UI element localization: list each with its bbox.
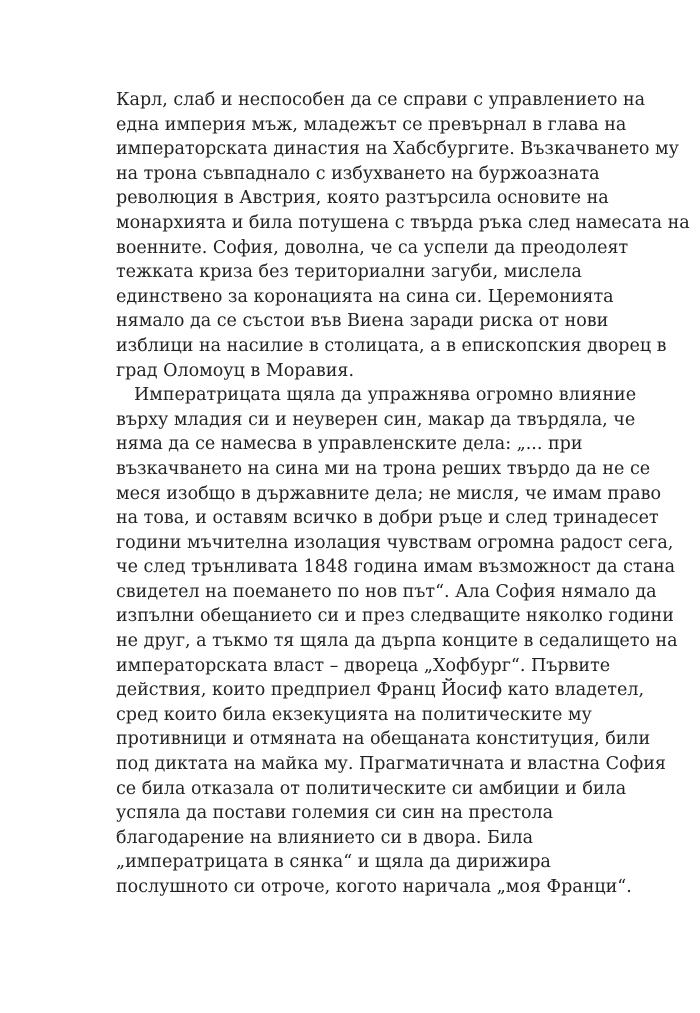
text-line: че след трънливата 1848 година имам възможност да стана	[116, 557, 676, 578]
text-line: военните. София, доволна, че са успели да преодолеят	[116, 237, 629, 258]
text-line: успяла да постави големия си син на престола	[116, 803, 554, 824]
text-line: на това, и оставям всичко в добри ръце и след тринадесет	[116, 508, 659, 529]
text-line: се била отказала от политическите си амбиции и била	[116, 778, 627, 799]
text-line: свидетел на поемането по нов път“. Ала София нямало да	[116, 581, 657, 602]
paragraph-2	[116, 383, 678, 899]
text-line: възкачването на сина ми на трона реших твърдо да не се	[116, 458, 651, 479]
text-line: не друг, а тъкмо тя щяла да дърпа конците в седалището на	[116, 631, 678, 652]
text-line: действия, които предприел Франц Йосиф като владетел,	[116, 680, 645, 701]
text-line: противници и отмяната на обещаната конституция, били	[116, 729, 651, 750]
text-line: революция в Австрия, която разтърсила основите на	[116, 188, 609, 209]
text-line: години мъчителна изолация чувствам огромна радост сега,	[116, 532, 674, 553]
text-line: монархията и била потушена с твърда ръка след намесата на	[116, 212, 690, 233]
text-line: една империя мъж, младежът се превърнал в глава на	[116, 114, 627, 135]
text-line: нямало да се състои във Виена заради риска от нови	[116, 311, 609, 332]
text-line: сред които била екзекуцията на политическите му	[116, 704, 592, 725]
text-line: императорската власт – двореца „Хофбург“. Първите	[116, 655, 611, 676]
paragraph-1	[116, 88, 690, 383]
text-line: Карл, слаб и неспособен да се справи с управлението на	[116, 90, 646, 110]
text-line: град Оломоуц в Моравия.	[116, 360, 355, 381]
text-line: императорската династия на Хабсбургите. Възкачването му	[116, 139, 679, 160]
text-line: благодарение на влиянието си в двора. Била	[116, 827, 534, 848]
text-line: „императрицата в сянка“ и щяла да дирижира	[116, 852, 551, 873]
text-line: послушното си отроче, когото наричала „моя Франци“.	[116, 877, 632, 897]
body-text	[116, 88, 690, 900]
text-line: под диктата на майка му. Прагматичната и властна София	[116, 754, 666, 775]
text-line: меся изобщо в държавните дела; не мисля, че имам право	[116, 483, 662, 504]
text-line: тежката криза без териториални загуби, мислела	[116, 262, 582, 283]
text-line: Императрицата щяла да упражнява огромно влияние	[134, 385, 637, 406]
text-line: няма да се намесва в управленските дела: „... при	[116, 434, 583, 455]
text-line: върху младия си и неуверен син, макар да твърдяла, че	[116, 409, 636, 430]
text-line: изпълни обещанието си и през следващите няколко години	[116, 606, 674, 627]
text-line: изблици на насилие в столицата, а в епископския дворец в	[116, 335, 667, 356]
text-line: единствено за коронацията на сина си. Церемонията	[116, 286, 614, 307]
text-line: на трона съвпаднало с избухването на буржоазната	[116, 163, 600, 184]
